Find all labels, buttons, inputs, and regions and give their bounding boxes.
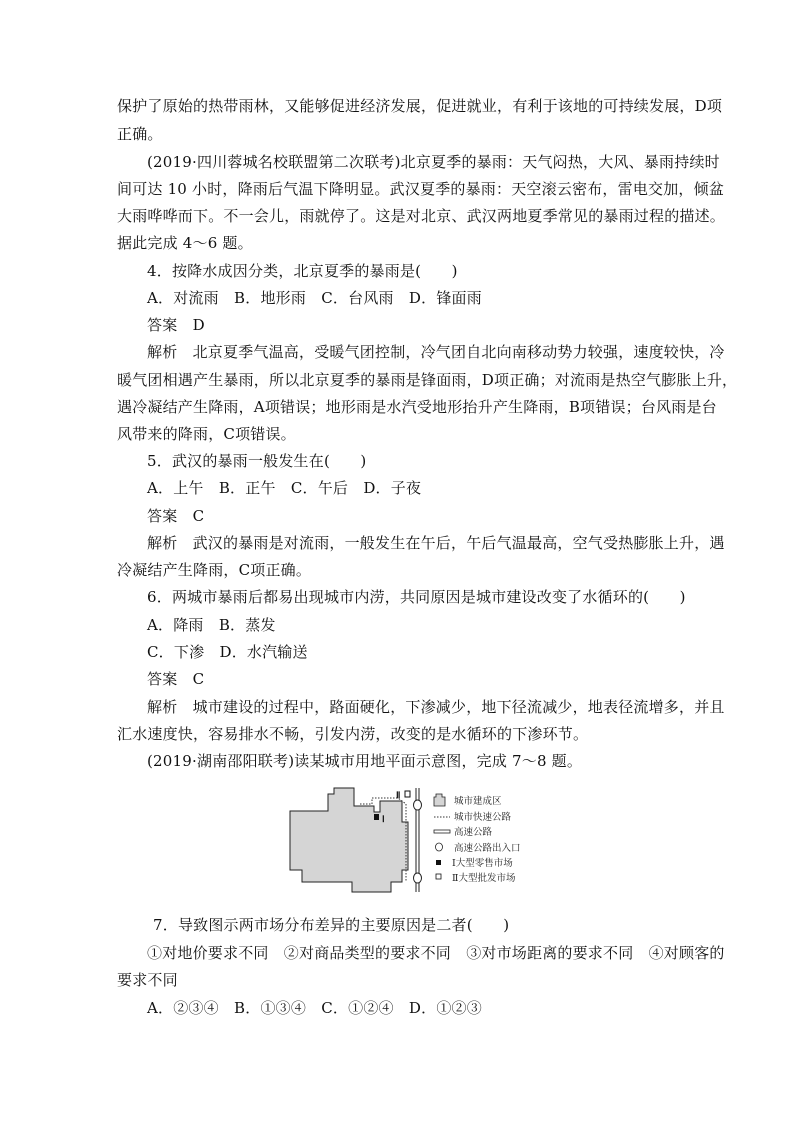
retail-market-marker bbox=[374, 814, 379, 820]
text-line: ①对地价要求不同 ②对商品类型的要求不同 ③对市场距离的要求不同 ④对顾客的 bbox=[147, 944, 725, 962]
text-line: A．对流雨 B．地形雨 C．台风雨 D．锋面雨 bbox=[147, 289, 482, 307]
legend-label: 城市建成区 bbox=[454, 796, 502, 807]
highway-exit-circle bbox=[414, 800, 422, 810]
text-line: (2019·湖南邵阳联考)读某城市用地平面示意图，完成 7～8 题。 bbox=[147, 752, 583, 770]
highway-exit-circle bbox=[414, 873, 422, 883]
text-line: 大雨哗哗而下。不一会儿，雨就停了。这是对北京、武汉两地夏季常见的暴雨过程的描述。 bbox=[117, 207, 726, 225]
text-line: 答案 C bbox=[147, 507, 205, 525]
text-line: 间可达 10 小时，降雨后气温下降明显。武汉夏季的暴雨：天空滚云密布，雷电交加，倾盆 bbox=[117, 180, 725, 198]
wholesale-market-marker bbox=[405, 791, 410, 797]
text-line: 答案 D bbox=[147, 316, 205, 334]
legend-label: Ⅱ大型批发市场 bbox=[452, 873, 516, 884]
text-line: 保护了原始的热带雨林，又能够促进经济发展，促进就业，有利于该地的可持续发展，D项 bbox=[117, 97, 723, 115]
text-line: 解析 北京夏季气温高，受暖气团控制，冷气团自北向南移动势力较强，速度较快，冷 bbox=[147, 343, 725, 361]
text-line: 7．导致图示两市场分布差异的主要原因是二者( ) bbox=[153, 916, 510, 934]
text-line: 正确。 bbox=[117, 125, 163, 143]
text-line: 据此完成 4～6 题。 bbox=[117, 234, 253, 252]
legend-highway-icon bbox=[434, 830, 450, 833]
text-line: 解析 城市建设的过程中，路面硬化，下渗减少，地下径流减少，地表径流增多，并且 bbox=[147, 698, 725, 716]
text-line: 暖气团相遇产生暴雨，所以北京夏季的暴雨是锋面雨，D项正确；对流雨是热空气膨胀上升， bbox=[117, 371, 738, 389]
text-line: (2019·四川蓉城名校联盟第二次联考)北京夏季的暴雨：天气闷热，大风、暴雨持续时 bbox=[147, 153, 720, 171]
text-line: 答案 C bbox=[147, 670, 205, 688]
legend-retail-icon bbox=[436, 860, 441, 865]
text-line: 汇水速度快，容易排水不畅，引发内涝，改变的是水循环的下渗环节。 bbox=[117, 725, 589, 743]
legend-wholesale-icon bbox=[436, 874, 441, 879]
text-line: 4．按降水成因分类，北京夏季的暴雨是( ) bbox=[147, 262, 458, 280]
city-land-use-figure bbox=[288, 782, 544, 900]
text-line: 要求不同 bbox=[117, 971, 178, 989]
built-up-area bbox=[290, 788, 408, 892]
text-line: 5．武汉的暴雨一般发生在( ) bbox=[147, 452, 367, 470]
legend-exit-icon bbox=[436, 843, 443, 851]
legend-label: Ⅰ大型零售市场 bbox=[452, 858, 513, 869]
text-line: 解析 武汉的暴雨是对流雨，一般发生在午后，午后气温最高，空气受热膨胀上升，遇 bbox=[147, 534, 725, 552]
marker-II-label: Ⅱ bbox=[396, 790, 401, 800]
legend-label: 城市快速公路 bbox=[454, 812, 512, 823]
legend-label: 高速公路 bbox=[454, 827, 493, 838]
text-line: 冷凝结产生降雨，C项正确。 bbox=[117, 561, 312, 579]
legend-built-up-icon bbox=[434, 794, 445, 806]
text-line: A．②③④ B．①③④ C．①②④ D．①②③ bbox=[147, 999, 482, 1017]
text-line: C．下渗 D．水汽输送 bbox=[147, 643, 308, 661]
text-line: 6．两城市暴雨后都易出现城市内涝，共同原因是城市建设改变了水循环的( ) bbox=[147, 588, 686, 606]
text-line: A．上午 B．正午 C．午后 D．子夜 bbox=[147, 479, 422, 497]
text-line: 遇冷凝结产生降雨，A项错误；地形雨是水汽受地形抬升产生降雨，B项错误；台风雨是台 bbox=[117, 398, 717, 416]
legend bbox=[434, 794, 521, 884]
text-line: A．降雨 B．蒸发 bbox=[147, 616, 276, 634]
marker-I-label: Ⅰ bbox=[382, 814, 385, 824]
legend-label: 高速公路出入口 bbox=[454, 843, 521, 854]
text-line: 风带来的降雨，C项错误。 bbox=[117, 425, 296, 443]
